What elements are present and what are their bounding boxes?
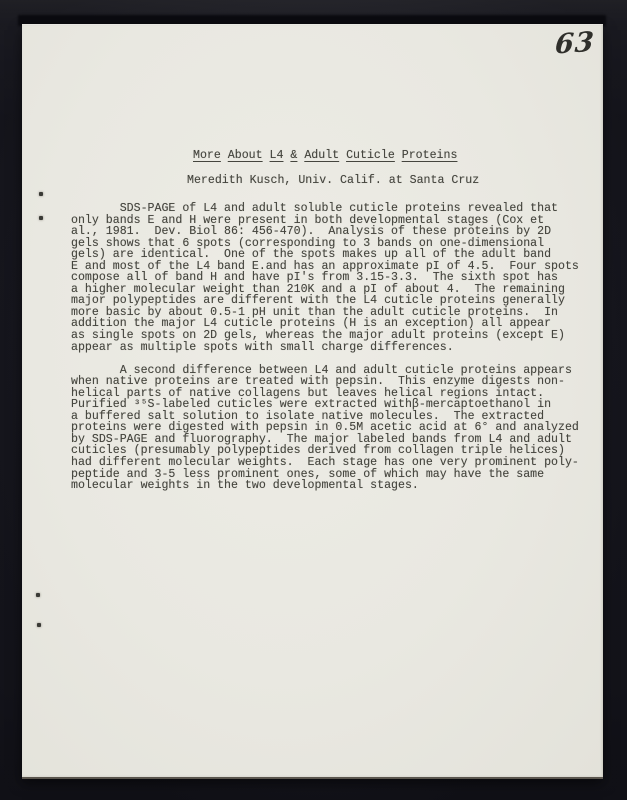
text-line: SDS-PAGE of L4 and adult soluble cuticle proteins revealed that xyxy=(71,202,559,215)
text-line: only bands E and H were present in both developmental stages (Cox et xyxy=(71,213,545,227)
page-title-word: & xyxy=(290,149,298,162)
page-title-word: About xyxy=(227,149,263,162)
binder-mark xyxy=(36,593,40,597)
binder-mark xyxy=(39,216,43,220)
handwritten-page-number: 63 xyxy=(553,26,596,61)
text-line: helical parts of native collagens but leaves helical regions intact. xyxy=(71,386,545,400)
text-line: major polypeptides are different with the L4 cuticle proteins generally xyxy=(71,294,565,308)
text-line: E and most of the L4 band E.and has an approximate pI of 4.5. Four spots xyxy=(71,259,579,273)
text-line: A second difference between L4 and adult cuticle proteins appears xyxy=(71,363,572,377)
text-line: cuticles (presumably polypeptides derived from collagen triple helices) xyxy=(71,444,565,458)
page-title xyxy=(193,150,457,162)
text-line: had different molecular weights. Each stage has one very prominent poly- xyxy=(71,456,579,470)
text-line: by SDS-PAGE and fluorography. The major labeled bands from L4 and adult xyxy=(71,432,572,446)
text-line: compose all of band H and have pI's from 3.15-3.3. The sixth spot has xyxy=(71,271,559,285)
text-line: when native proteins are treated with pepsin. This enzyme digests non- xyxy=(71,375,565,389)
document-page xyxy=(22,24,603,777)
binder-mark xyxy=(37,623,41,627)
text-line: molecular weights in the two developmental stages. xyxy=(71,479,419,493)
text-line: peptide and 3-5 less prominent ones, some of which may have the same xyxy=(71,467,545,481)
text-line: more basic by about 0.5-1 pH unit than the adult cuticle proteins. In xyxy=(71,305,559,319)
text-line: a buffered salt solution to isolate native molecules. The extracted xyxy=(71,409,545,423)
binder-mark xyxy=(39,192,43,196)
text-line: gels) are identical. One of the spots makes up all of the adult band xyxy=(71,248,552,262)
page-title-word: L4 xyxy=(269,149,284,162)
text-line: al., 1981. Dev. Biol 86: 456-470). Analysis of these proteins by 2D xyxy=(71,225,552,239)
text-line: a higher molecular weight than 210K and a pI of about 4. The remaining xyxy=(71,282,565,296)
document-body xyxy=(71,203,591,492)
text-line: as single spots on 2D gels, whereas the major adult proteins (except E) xyxy=(71,329,565,343)
paragraph-2 xyxy=(71,365,591,492)
text-line: Purified ³⁵S-labeled cuticles were extracted withβ-mercaptoethanol in xyxy=(71,398,552,412)
page-title-word: Cuticle xyxy=(346,149,395,162)
page-title-word: Proteins xyxy=(401,149,458,162)
text-line: gels shows that 6 spots (corresponding to 3 bands on one-dimensional xyxy=(71,236,545,250)
paragraph-gap xyxy=(71,353,591,365)
text-line: proteins were digested with pepsin in 0.5M acetic acid at 6° and analyzed xyxy=(71,421,579,435)
text-line: appear as multiple spots with small charge differences. xyxy=(71,340,454,354)
paragraph-1 xyxy=(71,203,591,353)
byline: Meredith Kusch, Univ. Calif. at Santa Cruz xyxy=(187,174,480,187)
page-title-word: Adult xyxy=(304,149,340,162)
page-title-word: More xyxy=(193,149,221,162)
text-line: addition the major L4 cuticle proteins (H is an exception) all appear xyxy=(71,317,552,331)
